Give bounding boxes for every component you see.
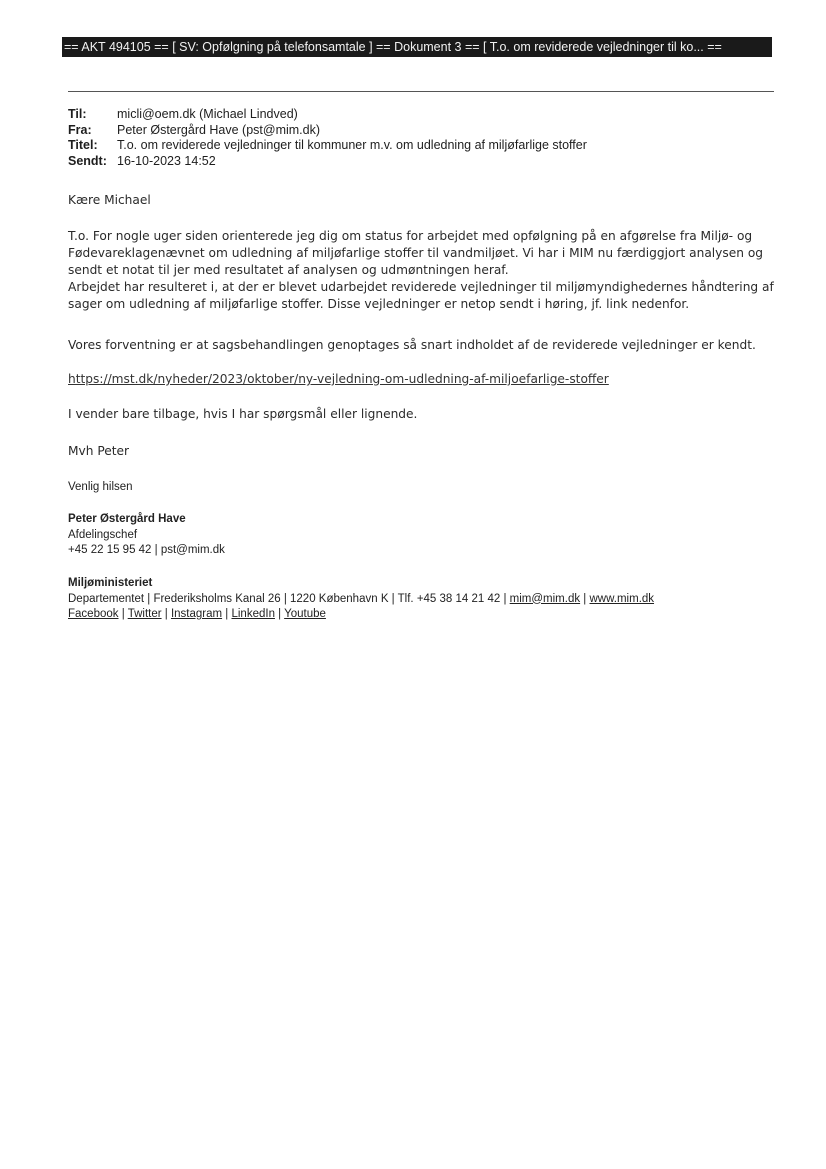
org-email-link[interactable]: mim@mim.dk [509,592,581,605]
org-web-link[interactable]: www.mim.dk [589,592,655,605]
facebook-link[interactable]: Facebook [68,608,119,620]
main-line: T.o. For nogle uger siden orienterede jeg dig om status for arbejdet med opfølgning på en afgørelse fra Miljø- og [68,229,753,243]
return-note: I vender bare tilbage, hvis I har spørgsmål eller lignende. [68,407,418,421]
main-line: Arbejdet har resulteret i, at der er blevet udarbejdet reviderede vejledninger til miljømyndighedernes håndtering af [68,280,774,294]
organization-name: Miljøministeriet [68,577,153,589]
main-line: sager om udledning af miljøfarlige stoffer. Disse vejledninger er netop sendt i høring, jf. link nedenfor. [68,297,690,311]
sent-value: 16-10-2023 14:52 [117,153,216,168]
social-separator: | [222,608,232,620]
header-divider [68,91,774,92]
signature-name: Peter Østergård Have [68,513,186,525]
from-label: Fra: [68,122,92,137]
address-text: Departementet | Frederiksholms Kanal 26 | 1220 København K | Tlf. +45 38 14 21 42 | [68,592,510,605]
guidance-link[interactable]: https://mst.dk/nyheder/2023/oktober/ny-vejledning-om-udledning-af-miljoefarlige-stoffer [68,372,609,386]
social-separator: | [118,608,128,620]
signature-contact: +45 22 15 95 42 | pst@mim.dk [68,544,225,556]
subject-row [68,138,587,154]
subject-label: Titel: [68,138,98,152]
from-value: Peter Østergård Have (pst@mim.dk) [117,122,321,137]
signature-block [68,512,225,559]
to-label: Til: [68,107,87,121]
main-line: sendt et notat til jer med resultatet af analysen og udmøntningen heraf. [68,263,509,277]
address-separator: | [580,592,590,605]
linkedin-link[interactable]: LinkedIn [231,608,275,620]
social-separator: | [274,608,285,620]
youtube-link[interactable]: Youtube [284,608,326,620]
closing: Mvh Peter [68,444,130,458]
sent-row [68,154,587,170]
expectation-paragraph: Vores forventning er at sagsbehandlingen genoptages så snart indholdet af de reviderede vejledninger er kendt. [68,338,756,352]
organization-block [68,576,654,623]
signature-regards: Venlig hilsen [68,481,133,493]
instagram-link[interactable]: Instagram [170,608,223,620]
to-value: micli@oem.dk (Michael Lindved) [117,107,298,121]
main-line: Fødevareklagenævnet om udledning af miljøfarlige stoffer til vandmiljøet. Vi har i MIM nu færdiggjort analysen og [68,246,764,260]
sent-label: Sendt: [68,153,107,168]
from-row [68,123,587,139]
signature-title: Afdelingschef [68,528,138,541]
document-header-bar: == AKT 494105 == [ SV: Opfølgning på telefonsamtale ] == Dokument 3 == [ T.o. om reviderede vejledninger til ko... == [62,37,772,57]
to-row [68,107,587,123]
subject-value: T.o. om reviderede vejledninger til kommuner m.v. om udledning af miljøfarlige stoffer [117,138,587,152]
email-meta [68,107,587,169]
organization-address [68,592,654,608]
social-separator: | [161,608,171,620]
social-links [68,607,654,623]
twitter-link[interactable]: Twitter [127,608,162,620]
main-paragraph [68,228,778,313]
greeting: Kære Michael [68,193,151,207]
